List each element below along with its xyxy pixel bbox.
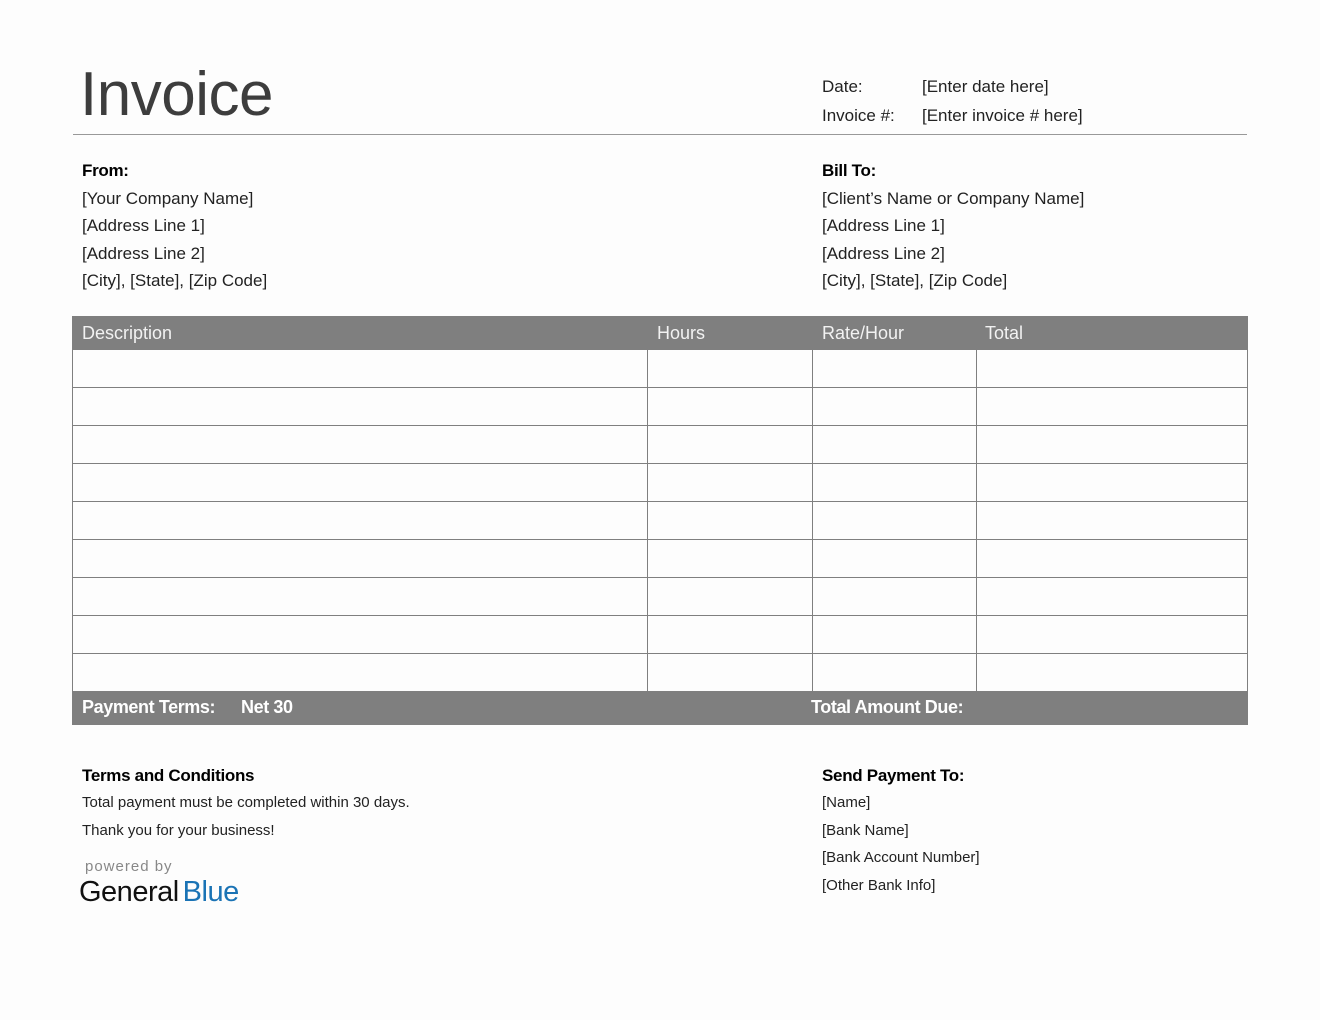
bill-to-title: Bill To: <box>822 161 876 180</box>
total-cell[interactable] <box>977 540 1247 577</box>
payment-terms-value[interactable]: Net 30 <box>241 697 293 717</box>
hours-cell[interactable] <box>648 616 813 653</box>
column-header-rate: Rate/Hour <box>822 323 905 343</box>
powered-by-text: powered by <box>85 858 173 875</box>
invoice-number-label: Invoice #: <box>822 106 895 125</box>
generalblue-logo[interactable] <box>79 876 239 909</box>
table-body <box>72 350 1248 691</box>
from-address-line-1[interactable]: [Address Line 1] <box>82 216 205 235</box>
line-items-table <box>72 316 1248 725</box>
hours-cell[interactable] <box>648 426 813 463</box>
hours-cell[interactable] <box>648 388 813 425</box>
terms-title: Terms and Conditions <box>82 766 255 785</box>
from-city-state-zip[interactable]: [City], [State], [Zip Code] <box>82 271 268 290</box>
description-cell[interactable] <box>73 388 648 425</box>
description-cell[interactable] <box>73 654 648 691</box>
invoice-number-field[interactable]: [Enter invoice # here] <box>922 106 1083 125</box>
terms-line-2[interactable]: Thank you for your business! <box>82 822 275 839</box>
rate-cell[interactable] <box>813 350 977 387</box>
total-cell[interactable] <box>977 464 1247 501</box>
total-cell[interactable] <box>977 502 1247 539</box>
description-cell[interactable] <box>73 616 648 653</box>
total-amount-due-label: Total Amount Due: <box>811 697 964 717</box>
bill-to-client-name[interactable]: [Client’s Name or Company Name] <box>822 189 1085 208</box>
table-row <box>72 654 1248 691</box>
total-cell[interactable] <box>977 616 1247 653</box>
table-row <box>72 578 1248 616</box>
rate-cell[interactable] <box>813 502 977 539</box>
total-cell[interactable] <box>977 578 1247 615</box>
column-header-description: Description <box>82 323 173 343</box>
table-row <box>72 388 1248 426</box>
description-cell[interactable] <box>73 540 648 577</box>
terms-line-1[interactable]: Total payment must be completed within 30 days. <box>82 794 410 811</box>
date-label: Date: <box>822 77 863 96</box>
total-cell[interactable] <box>977 654 1247 691</box>
description-cell[interactable] <box>73 350 648 387</box>
description-cell[interactable] <box>73 426 648 463</box>
hours-cell[interactable] <box>648 654 813 691</box>
rate-cell[interactable] <box>813 616 977 653</box>
hours-cell[interactable] <box>648 502 813 539</box>
table-row <box>72 540 1248 578</box>
from-address-line-2[interactable]: [Address Line 2] <box>82 244 205 263</box>
table-header <box>72 316 1248 350</box>
table-row <box>72 464 1248 502</box>
column-header-hours: Hours <box>657 323 706 343</box>
rate-cell[interactable] <box>813 540 977 577</box>
bill-to-address-line-2[interactable]: [Address Line 2] <box>822 244 945 263</box>
hours-cell[interactable] <box>648 540 813 577</box>
payment-other-info[interactable]: [Other Bank Info] <box>822 877 936 894</box>
rate-cell[interactable] <box>813 426 977 463</box>
table-footer <box>72 691 1248 725</box>
table-row <box>72 426 1248 464</box>
bill-to-city-state-zip[interactable]: [City], [State], [Zip Code] <box>822 271 1008 290</box>
hours-cell[interactable] <box>648 464 813 501</box>
description-cell[interactable] <box>73 464 648 501</box>
table-row <box>72 350 1248 388</box>
total-cell[interactable] <box>977 426 1247 463</box>
table-row <box>72 616 1248 654</box>
brand-blue: Blue <box>182 876 239 908</box>
invoice-title: Invoice <box>80 60 273 129</box>
total-cell[interactable] <box>977 350 1247 387</box>
total-cell[interactable] <box>977 388 1247 425</box>
payment-bank-name[interactable]: [Bank Name] <box>822 822 909 839</box>
table-row <box>72 502 1248 540</box>
hours-cell[interactable] <box>648 350 813 387</box>
date-field[interactable]: [Enter date here] <box>922 77 1049 96</box>
hours-cell[interactable] <box>648 578 813 615</box>
header-divider <box>73 134 1247 135</box>
rate-cell[interactable] <box>813 388 977 425</box>
brand-general: General <box>79 876 179 908</box>
from-company-name[interactable]: [Your Company Name] <box>82 189 254 208</box>
rate-cell[interactable] <box>813 654 977 691</box>
from-title: From: <box>82 161 129 180</box>
rate-cell[interactable] <box>813 578 977 615</box>
rate-cell[interactable] <box>813 464 977 501</box>
description-cell[interactable] <box>73 578 648 615</box>
payment-name[interactable]: [Name] <box>822 794 871 811</box>
send-payment-title: Send Payment To: <box>822 766 965 785</box>
payment-terms-label: Payment Terms: <box>82 697 216 717</box>
description-cell[interactable] <box>73 502 648 539</box>
payment-bank-account[interactable]: [Bank Account Number] <box>822 849 980 866</box>
column-header-total: Total <box>985 323 1024 343</box>
bill-to-address-line-1[interactable]: [Address Line 1] <box>822 216 945 235</box>
